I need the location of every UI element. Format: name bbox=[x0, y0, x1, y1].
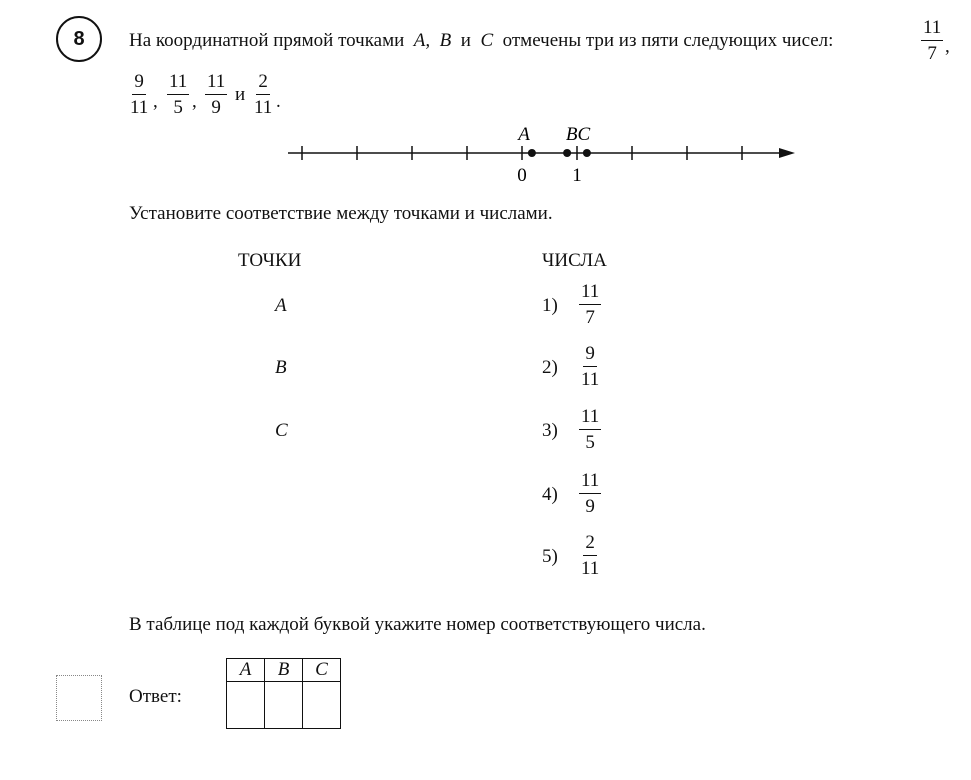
fraction-numerator: 9 bbox=[583, 344, 597, 367]
fraction-denominator: 11 bbox=[581, 558, 600, 579]
point-item-c: C bbox=[275, 420, 288, 441]
answer-table-header-row bbox=[227, 659, 341, 682]
fraction-numerator: 9 bbox=[132, 72, 146, 95]
number-item-label: 3) bbox=[542, 420, 558, 441]
fraction-numerator: 11 bbox=[205, 72, 227, 95]
fraction-numerator: 11 bbox=[579, 471, 601, 494]
numbers-column-header: ЧИСЛА bbox=[542, 250, 607, 271]
number-item-fraction bbox=[579, 471, 601, 516]
answer-header-c: C bbox=[303, 659, 341, 682]
number-item-label: 1) bbox=[542, 295, 558, 316]
fraction-numerator: 11 bbox=[167, 72, 189, 95]
intro-point-b: B bbox=[439, 30, 452, 51]
fraction-separator: , bbox=[153, 91, 158, 112]
number-line bbox=[270, 118, 810, 190]
intro-fraction-4 bbox=[205, 72, 227, 117]
intro-point-c: C bbox=[480, 30, 494, 51]
axis-arrow-icon bbox=[779, 148, 795, 158]
fraction-denominator: 11 bbox=[254, 97, 273, 118]
tick-label-one: 1 bbox=[572, 165, 582, 186]
fraction-denominator: 11 bbox=[130, 97, 149, 118]
point-item-b: B bbox=[275, 357, 287, 378]
fraction-separator: , bbox=[192, 91, 197, 112]
fraction-denominator: 9 bbox=[585, 496, 595, 517]
intro-fraction-5 bbox=[252, 72, 274, 117]
point-label-a: A bbox=[518, 124, 530, 145]
intro-fraction-1 bbox=[921, 18, 943, 63]
number-item-label: 5) bbox=[542, 546, 558, 567]
task-number: 8 bbox=[73, 27, 85, 50]
intro-text-2: отмечены три из пяти следующих чисел: bbox=[502, 30, 834, 51]
fraction-denominator: 5 bbox=[585, 432, 595, 453]
answer-cell-c[interactable] bbox=[303, 682, 341, 729]
fraction-numerator: 11 bbox=[579, 407, 601, 430]
intro-line bbox=[129, 30, 833, 52]
fraction-separator: , bbox=[945, 36, 950, 57]
fraction-numerator: 2 bbox=[256, 72, 270, 95]
answer-label: Ответ: bbox=[129, 686, 182, 707]
number-item-fraction bbox=[579, 533, 601, 578]
number-item-fraction bbox=[579, 344, 601, 389]
answer-checkbox[interactable] bbox=[56, 675, 102, 721]
answer-table-input-row bbox=[227, 682, 341, 729]
fraction-numerator: 11 bbox=[921, 18, 943, 41]
fraction-denominator: 7 bbox=[585, 307, 595, 328]
point-marker-a bbox=[528, 149, 536, 157]
intro-fraction-3 bbox=[167, 72, 189, 117]
task-number-badge bbox=[56, 16, 102, 62]
intro-fraction-2 bbox=[128, 72, 150, 117]
fraction-denominator: 7 bbox=[927, 43, 937, 64]
fraction-denominator: 9 bbox=[211, 97, 221, 118]
point-label-bc: BC bbox=[565, 124, 591, 145]
answer-cell-b[interactable] bbox=[265, 682, 303, 729]
tick-label-zero: 0 bbox=[517, 165, 527, 186]
point-marker-b bbox=[563, 149, 571, 157]
intro-text-1: На координатной прямой точками bbox=[129, 30, 405, 51]
points-column-header: ТОЧКИ bbox=[238, 250, 302, 271]
number-item-label: 4) bbox=[542, 484, 558, 505]
fraction-numerator: 2 bbox=[583, 533, 597, 556]
answer-cell-a[interactable] bbox=[227, 682, 265, 729]
instruction-text: Установите соответствие между точками и числами. bbox=[129, 203, 553, 224]
fraction-denominator: 5 bbox=[173, 97, 183, 118]
point-item-a: A bbox=[275, 295, 287, 316]
answer-header-b: B bbox=[265, 659, 303, 682]
number-item-label: 2) bbox=[542, 357, 558, 378]
fraction-denominator: 11 bbox=[581, 369, 600, 390]
number-item-fraction bbox=[579, 282, 601, 327]
fraction-separator: . bbox=[276, 91, 281, 112]
intro-conj: и bbox=[460, 30, 471, 51]
answer-table bbox=[226, 658, 341, 729]
table-instruction-text: В таблице под каждой буквой укажите номер соответствующего числа. bbox=[129, 614, 706, 635]
intro-and: и bbox=[235, 84, 246, 105]
intro-point-a: A, bbox=[413, 30, 431, 51]
fraction-numerator: 11 bbox=[579, 282, 601, 305]
point-marker-c bbox=[583, 149, 591, 157]
answer-header-a: A bbox=[227, 659, 265, 682]
number-item-fraction bbox=[579, 407, 601, 452]
